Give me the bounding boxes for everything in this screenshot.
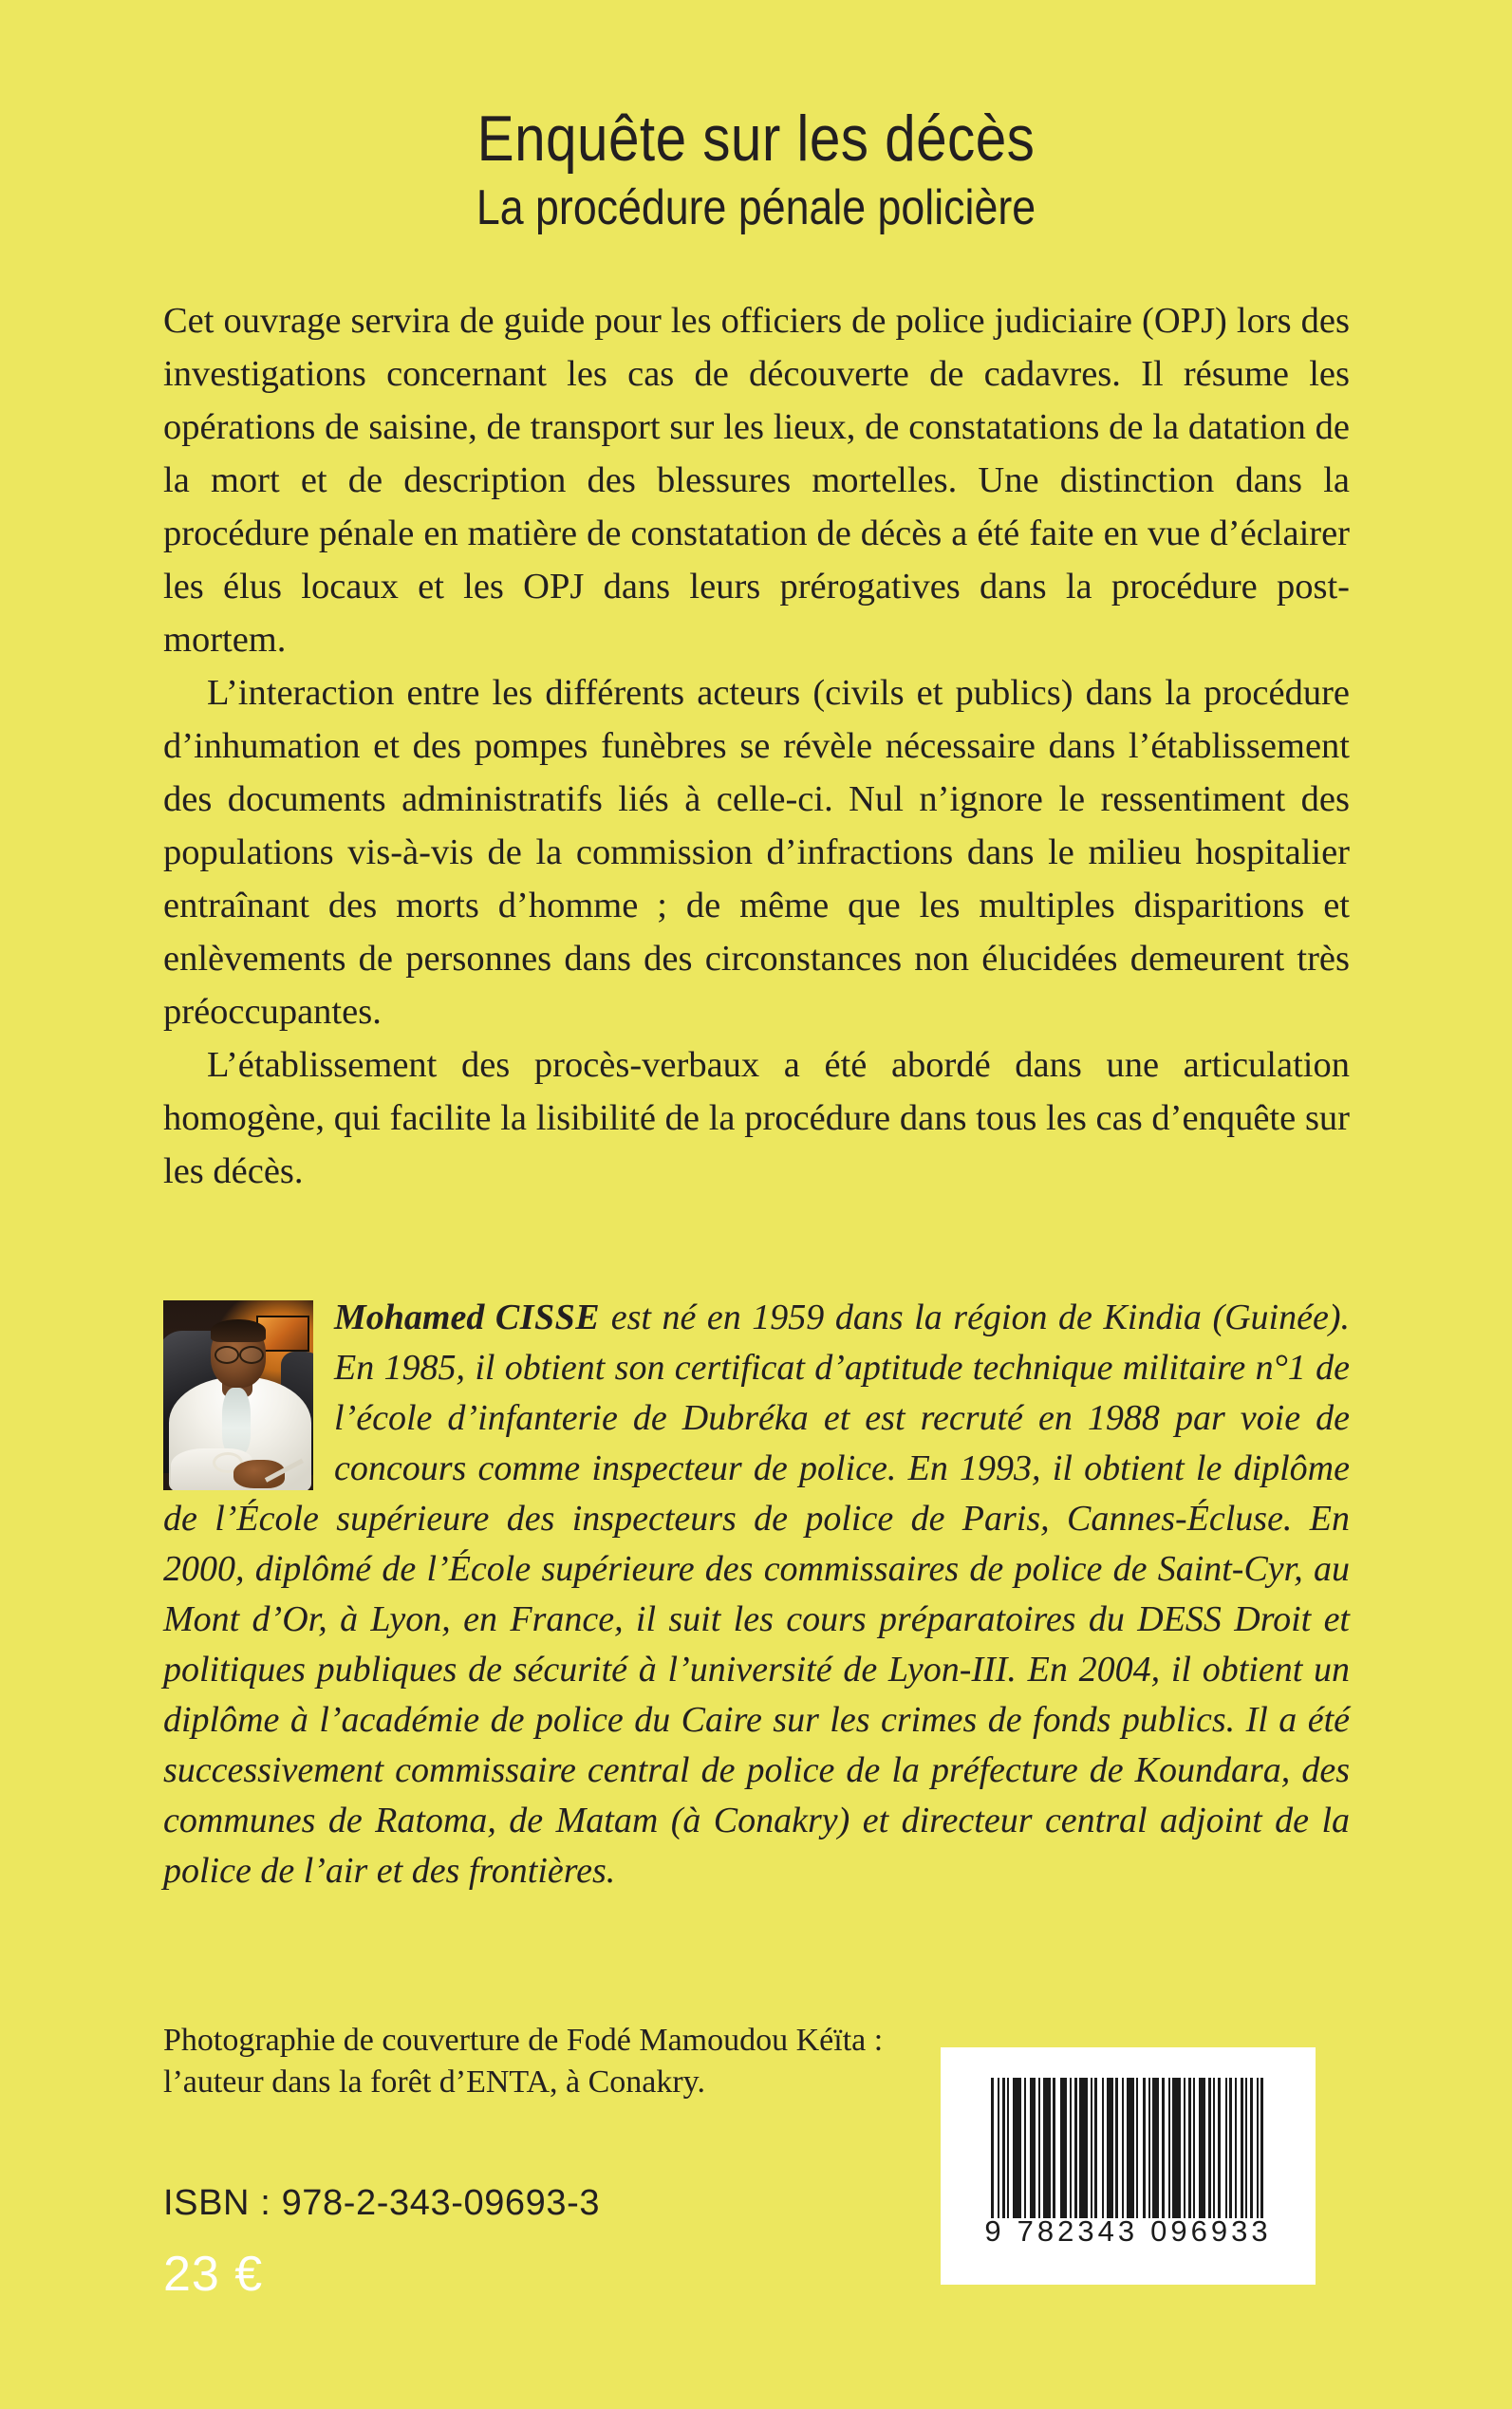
barcode-bar <box>1260 2078 1263 2218</box>
cover-photo-credit-line-1: Photographie de couverture de Fodé Mamoudou Kéïta : <box>163 2023 884 2058</box>
barcode-bar <box>1218 2078 1221 2218</box>
blurb-paragraph-3: L’établissement des procès-verbaux a été abordé dans une articulation homogène, qui facilite la lisibilité de la procédure dans tous les cas d’enquête sur les décès. <box>163 1045 1350 1191</box>
barcode-digit-group-2: 782343 <box>1017 2214 1139 2248</box>
author-photo <box>163 1300 313 1490</box>
barcode-bar <box>1091 2078 1092 2218</box>
barcode-bar <box>1102 2078 1104 2218</box>
cover-photo-credit <box>163 2020 942 2103</box>
barcode-bar <box>1245 2078 1247 2218</box>
barcode-bar <box>1162 2078 1165 2218</box>
barcode-digits <box>984 2214 1271 2249</box>
barcode-bar <box>1136 2078 1138 2218</box>
barcode-bar <box>1030 2078 1036 2218</box>
page-title: Enquête sur les décès <box>476 103 1036 175</box>
barcode-bar <box>1229 2078 1232 2218</box>
barcode-bar <box>1193 2078 1195 2218</box>
photo-hair <box>211 1319 266 1342</box>
barcode-bar <box>1043 2078 1051 2218</box>
barcode-bar <box>1148 2078 1150 2218</box>
barcode-bar <box>1172 2078 1181 2218</box>
page-subtitle: La procédure pénale policière <box>476 180 1036 235</box>
barcode-bar <box>1115 2078 1118 2218</box>
barcode-bar <box>1002 2078 1005 2218</box>
barcode <box>941 2047 1316 2285</box>
photo-glasses-right-lens <box>239 1346 264 1364</box>
cover-photo-credit-line-2: l’auteur dans la forêt d’ENTA, à Conakry. <box>163 2064 705 2100</box>
price-text: 23 € <box>163 2247 264 2302</box>
barcode-bar <box>1038 2078 1040 2218</box>
barcode-bar <box>1070 2078 1072 2218</box>
barcode-bar <box>1257 2078 1259 2218</box>
barcode-bar <box>1241 2078 1243 2218</box>
barcode-bar <box>1235 2078 1237 2218</box>
photo-collar <box>222 1388 251 1454</box>
barcode-bar <box>1127 2078 1134 2218</box>
barcode-bar <box>1213 2078 1215 2218</box>
barcode-bar <box>1184 2078 1185 2218</box>
photo-glasses-left-lens <box>215 1346 239 1364</box>
barcode-bar <box>1250 2078 1253 2218</box>
blurb-text <box>163 294 1350 1198</box>
barcode-bar <box>1107 2078 1113 2218</box>
barcode-bar <box>1225 2078 1227 2218</box>
barcode-bar <box>1060 2078 1067 2218</box>
author-bio-block <box>163 1293 1350 1896</box>
barcode-bar <box>1188 2078 1191 2218</box>
barcode-bar <box>1013 2078 1021 2218</box>
barcode-digit-group-3: 096933 <box>1150 2214 1272 2248</box>
barcode-digit-group-1: 9 <box>984 2214 1005 2248</box>
isbn-text: ISBN : 978-2-343-09693-3 <box>163 2183 601 2223</box>
blurb-paragraph-1: Cet ouvrage servira de guide pour les officiers de police judiciaire (OPJ) lors des investigations concernant les cas de découverte de cadavres. Il résume les opérations de saisine, de transport sur les lieux, de constatations de la datation de la mort et de description des blessures mortelles. Une distinction dans la procédure pénale en matière de constatation de décès a été faite en vue d’éclairer les élus locaux et les OPJ dans leurs prérogatives dans la procédure post-mortem. <box>163 301 1350 660</box>
barcode-bar <box>1074 2078 1077 2218</box>
barcode-bar <box>1143 2078 1146 2218</box>
barcode-bar <box>1053 2078 1055 2218</box>
barcode-bar <box>1199 2078 1205 2218</box>
barcode-bar <box>1024 2078 1026 2218</box>
barcode-bar <box>1168 2078 1170 2218</box>
author-bio-text <box>163 1293 1350 1896</box>
author-bio-body: est né en 1959 dans la région de Kindia (Guinée). En 1985, il obtient son certificat d’aptitude technique militaire n°1 de l’école d’infanterie de Dubréka et est recruté en 1988 par voie de concours comme inspecteur de police. En 1993, il obtient le diplôme de l’École supérieure des inspecteurs de police de Paris, Cannes-Écluse. En 2000, diplômé de l’École supérieure des commissaires de police de Saint-Cyr, au Mont d’Or, à Lyon, en France, il suit les cours préparatoires du DESS Droit et politiques publiques de sécurité à l’université de Lyon-III. En 2004, il obtient un diplôme à l’académie de police du Caire sur les crimes de fonds publics. Il a été successivement commissaire central de police de la préfecture de Koundara, des communes de Ratoma, de Matam (à Conakry) et directeur central adjoint de la police de l’air et des frontières. <box>163 1298 1350 1891</box>
barcode-bar <box>998 2078 999 2218</box>
barcode-bar <box>1122 2078 1124 2218</box>
barcode-bar <box>1208 2078 1211 2218</box>
author-last-name: CISSE <box>495 1298 601 1337</box>
barcode-bar <box>1152 2078 1159 2218</box>
author-first-name: Mohamed <box>334 1298 485 1337</box>
barcode-bar <box>1079 2078 1088 2218</box>
barcode-bar <box>1094 2078 1097 2218</box>
barcode-bars <box>991 2078 1266 2218</box>
barcode-bar <box>1007 2078 1009 2218</box>
blurb-paragraph-2: L’interaction entre les différents acteurs (civils et publics) dans la procédure d’inhumation et des pompes funèbres se révèle nécessaire dans l’établissement des documents administratifs liés à celle-ci. Nul n’ignore le ressentiment des populations vis-à-vis de la commission d’infractions dans le milieu hospitalier entraînant des morts d’homme ; de même que les multiples disparitions et enlèvements de personnes dans des circonstances non élucidées demeurent très préoccupantes. <box>163 673 1350 1032</box>
barcode-bar <box>991 2078 994 2218</box>
title-block <box>0 103 1512 235</box>
